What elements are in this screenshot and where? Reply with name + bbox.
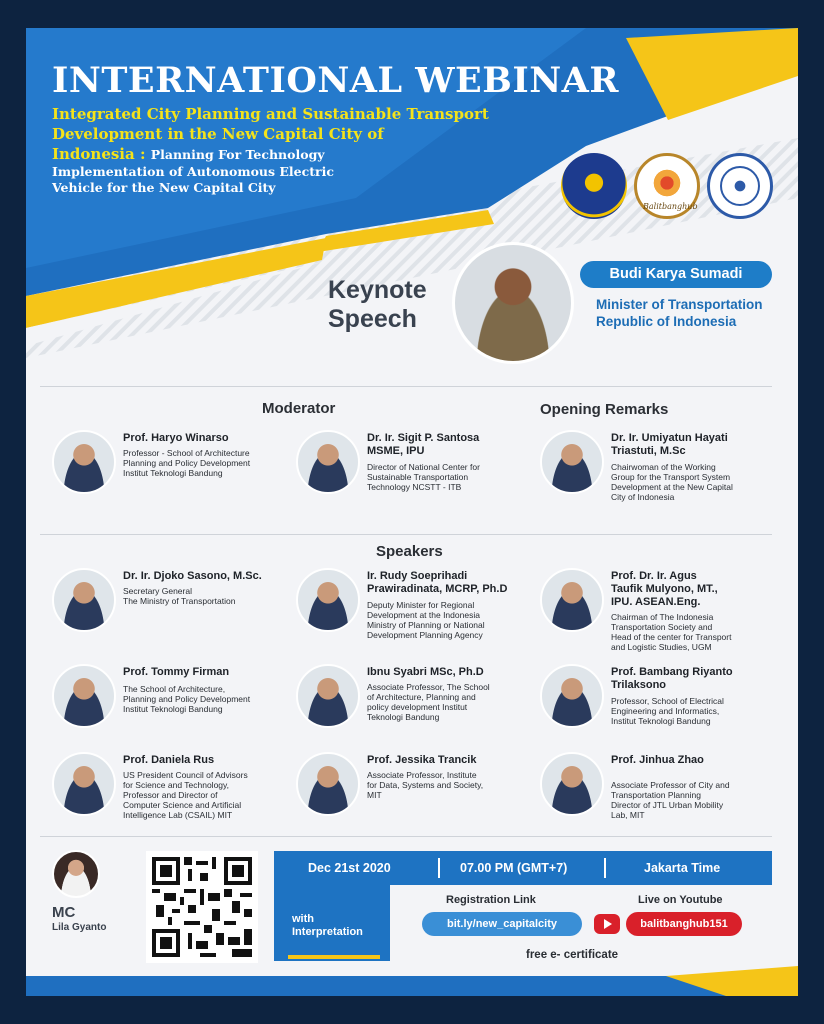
youtube-icon[interactable] xyxy=(594,914,620,934)
event-info-bar xyxy=(274,851,772,885)
keynote-speaker-name: Budi Karya Sumadi xyxy=(580,261,772,288)
speaker-photo xyxy=(52,568,116,632)
speaker-photo xyxy=(52,664,116,728)
speaker-photo xyxy=(296,568,360,632)
balitbanghub-signature: Balitbanghub xyxy=(643,202,698,211)
speaker-name: Prof. Daniela Rus xyxy=(123,754,215,766)
footer-band xyxy=(26,966,798,996)
topic-colon: : xyxy=(134,145,151,163)
moderator-photo xyxy=(296,430,360,494)
moderator-name: Dr. Ir. Sigit P. Santosa MSME, IPU xyxy=(367,432,480,457)
balitbanghub-logo xyxy=(634,153,700,219)
subtopic-line-3: Vehicle for the New Capital City xyxy=(52,180,276,195)
moderator-description: Professor - School of Architecture Planning and Policy Development Institut Teknologi Bandung xyxy=(123,448,251,478)
speaker-name: Prof. Dr. Ir. Agus Taufik Mulyono, MT., IPU. ASEAN.Eng. xyxy=(611,570,718,608)
subtopic-line-2: Implementation of Autonomous Electric xyxy=(52,163,334,179)
keynote-heading-line-2: Speech xyxy=(328,305,417,333)
balitbanghub-emblem xyxy=(651,168,683,198)
opening-remarks-heading: Opening Remarks xyxy=(540,401,669,418)
mc-photo xyxy=(52,850,100,898)
separator xyxy=(438,858,440,878)
itb-emblem xyxy=(720,166,760,206)
mc-name: Lila Gyanto xyxy=(52,922,107,933)
registration-link[interactable]: bit.ly/new_capitalcity xyxy=(422,912,582,936)
keynote-role-line-1: Minister of Transportation xyxy=(596,297,763,312)
interpretation-underline xyxy=(288,955,380,959)
youtube-label: Live on Youtube xyxy=(638,894,723,906)
ministry-of-transportation-logo xyxy=(561,153,627,219)
itb-logo xyxy=(707,153,773,219)
topic-line-2: Development in the New Capital City of xyxy=(52,125,384,143)
keynote-speaker-photo xyxy=(452,242,574,364)
speaker-description: Professor, School of Electrical Engineering and Informatics, Institut Teknologi Bandung xyxy=(611,696,724,726)
registration-label: Registration Link xyxy=(446,894,536,906)
speaker-name: Dr. Ir. Djoko Sasono, M.Sc. xyxy=(123,570,262,582)
speaker-photo xyxy=(540,568,604,632)
speaker-description: Chairman of The Indonesia Transportation Society and Head of the center for Transport and Logistic Studies, UGM xyxy=(611,612,732,652)
moderator-heading: Moderator xyxy=(262,400,336,417)
topic-line-1: Integrated City Planning and Sustainable Transport xyxy=(52,105,489,123)
speaker-photo xyxy=(540,752,604,816)
speaker-name: Ir. Rudy Soeprihadi Prawiradinata, MCRP, Ph.D xyxy=(367,570,508,595)
moderator-photo xyxy=(52,430,116,494)
topic-line-3: Indonesia xyxy=(52,145,135,163)
speaker-description: Associate Professor, The School of Architecture, Planning and policy development Institut Teknologi Bandung xyxy=(367,682,490,722)
keynote-speaker-role xyxy=(596,296,763,330)
keynote-role-line-2: Republic of Indonesia xyxy=(596,314,737,329)
speaker-name: Prof. Bambang Riyanto Trilaksono xyxy=(611,666,733,691)
event-time: 07.00 PM (GMT+7) xyxy=(460,861,568,875)
speaker-photo xyxy=(52,752,116,816)
keynote-heading xyxy=(328,276,427,334)
speaker-description: Deputy Minister for Regional Development at the Indonesia Ministry of Planning or National Development Planning Agency xyxy=(367,600,485,640)
opening-remarks-name: Dr. Ir. Umiyatun Hayati Triastuti, M.Sc xyxy=(611,432,728,457)
webinar-topic xyxy=(52,104,522,144)
speaker-description: Associate Professor, Institute for Data, Systems and Society, MIT xyxy=(367,770,484,800)
interpretation-note: with Interpretation xyxy=(274,885,390,961)
divider-bottom xyxy=(40,836,772,837)
webinar-subtopic xyxy=(52,146,382,197)
speakers-heading: Speakers xyxy=(376,543,443,560)
divider-top xyxy=(40,386,772,387)
speaker-description: Secretary General The Ministry of Transportation xyxy=(123,586,236,606)
opening-remarks-description: Chairwoman of the Working Group for the Transport System Development at the New Capital City of Indonesia xyxy=(611,462,733,502)
speaker-photo xyxy=(296,664,360,728)
speaker-photo xyxy=(540,664,604,728)
moderator-description: Director of National Center for Sustainable Transportation Technology NCSTT - ITB xyxy=(367,462,480,492)
separator xyxy=(604,858,606,878)
qr-code-graphic xyxy=(152,857,252,957)
speaker-name: Prof. Jinhua Zhao xyxy=(611,754,704,766)
opening-remarks-photo xyxy=(540,430,604,494)
keynote-heading-line-1: Keynote xyxy=(328,276,427,304)
speaker-photo xyxy=(296,752,360,816)
youtube-channel-link[interactable]: balitbanghub151 xyxy=(626,912,742,936)
webinar-poster xyxy=(26,28,798,996)
certificate-note: free e- certificate xyxy=(526,949,619,961)
speaker-description: The School of Architecture, Planning and Policy Development Institut Teknologi Bandung xyxy=(123,684,251,714)
divider-middle xyxy=(40,534,772,535)
moderator-name: Prof. Haryo Winarso xyxy=(123,432,229,444)
subtopic-line-1: Planning For Technology xyxy=(150,147,325,162)
event-timezone: Jakarta Time xyxy=(644,861,721,875)
event-date: Dec 21st 2020 xyxy=(308,861,391,875)
speaker-name: Prof. Jessika Trancik xyxy=(367,754,477,766)
webinar-title: INTERNATIONAL WEBINAR xyxy=(52,60,619,101)
speaker-name: Ibnu Syabri MSc, Ph.D xyxy=(367,666,484,678)
speaker-name: Prof. Tommy Firman xyxy=(123,666,230,678)
mc-label: MC xyxy=(52,904,76,921)
speaker-description: US President Council of Advisors for Science and Technology, Professor and Director of Computer Science and Artificial Intelligence Lab (CSAIL) MIT xyxy=(123,770,248,820)
registration-qr-code[interactable] xyxy=(146,851,258,963)
speaker-description: Associate Professor of City and Transportation Planning Director of JTL Urban Mobility Lab, MIT xyxy=(611,780,730,820)
